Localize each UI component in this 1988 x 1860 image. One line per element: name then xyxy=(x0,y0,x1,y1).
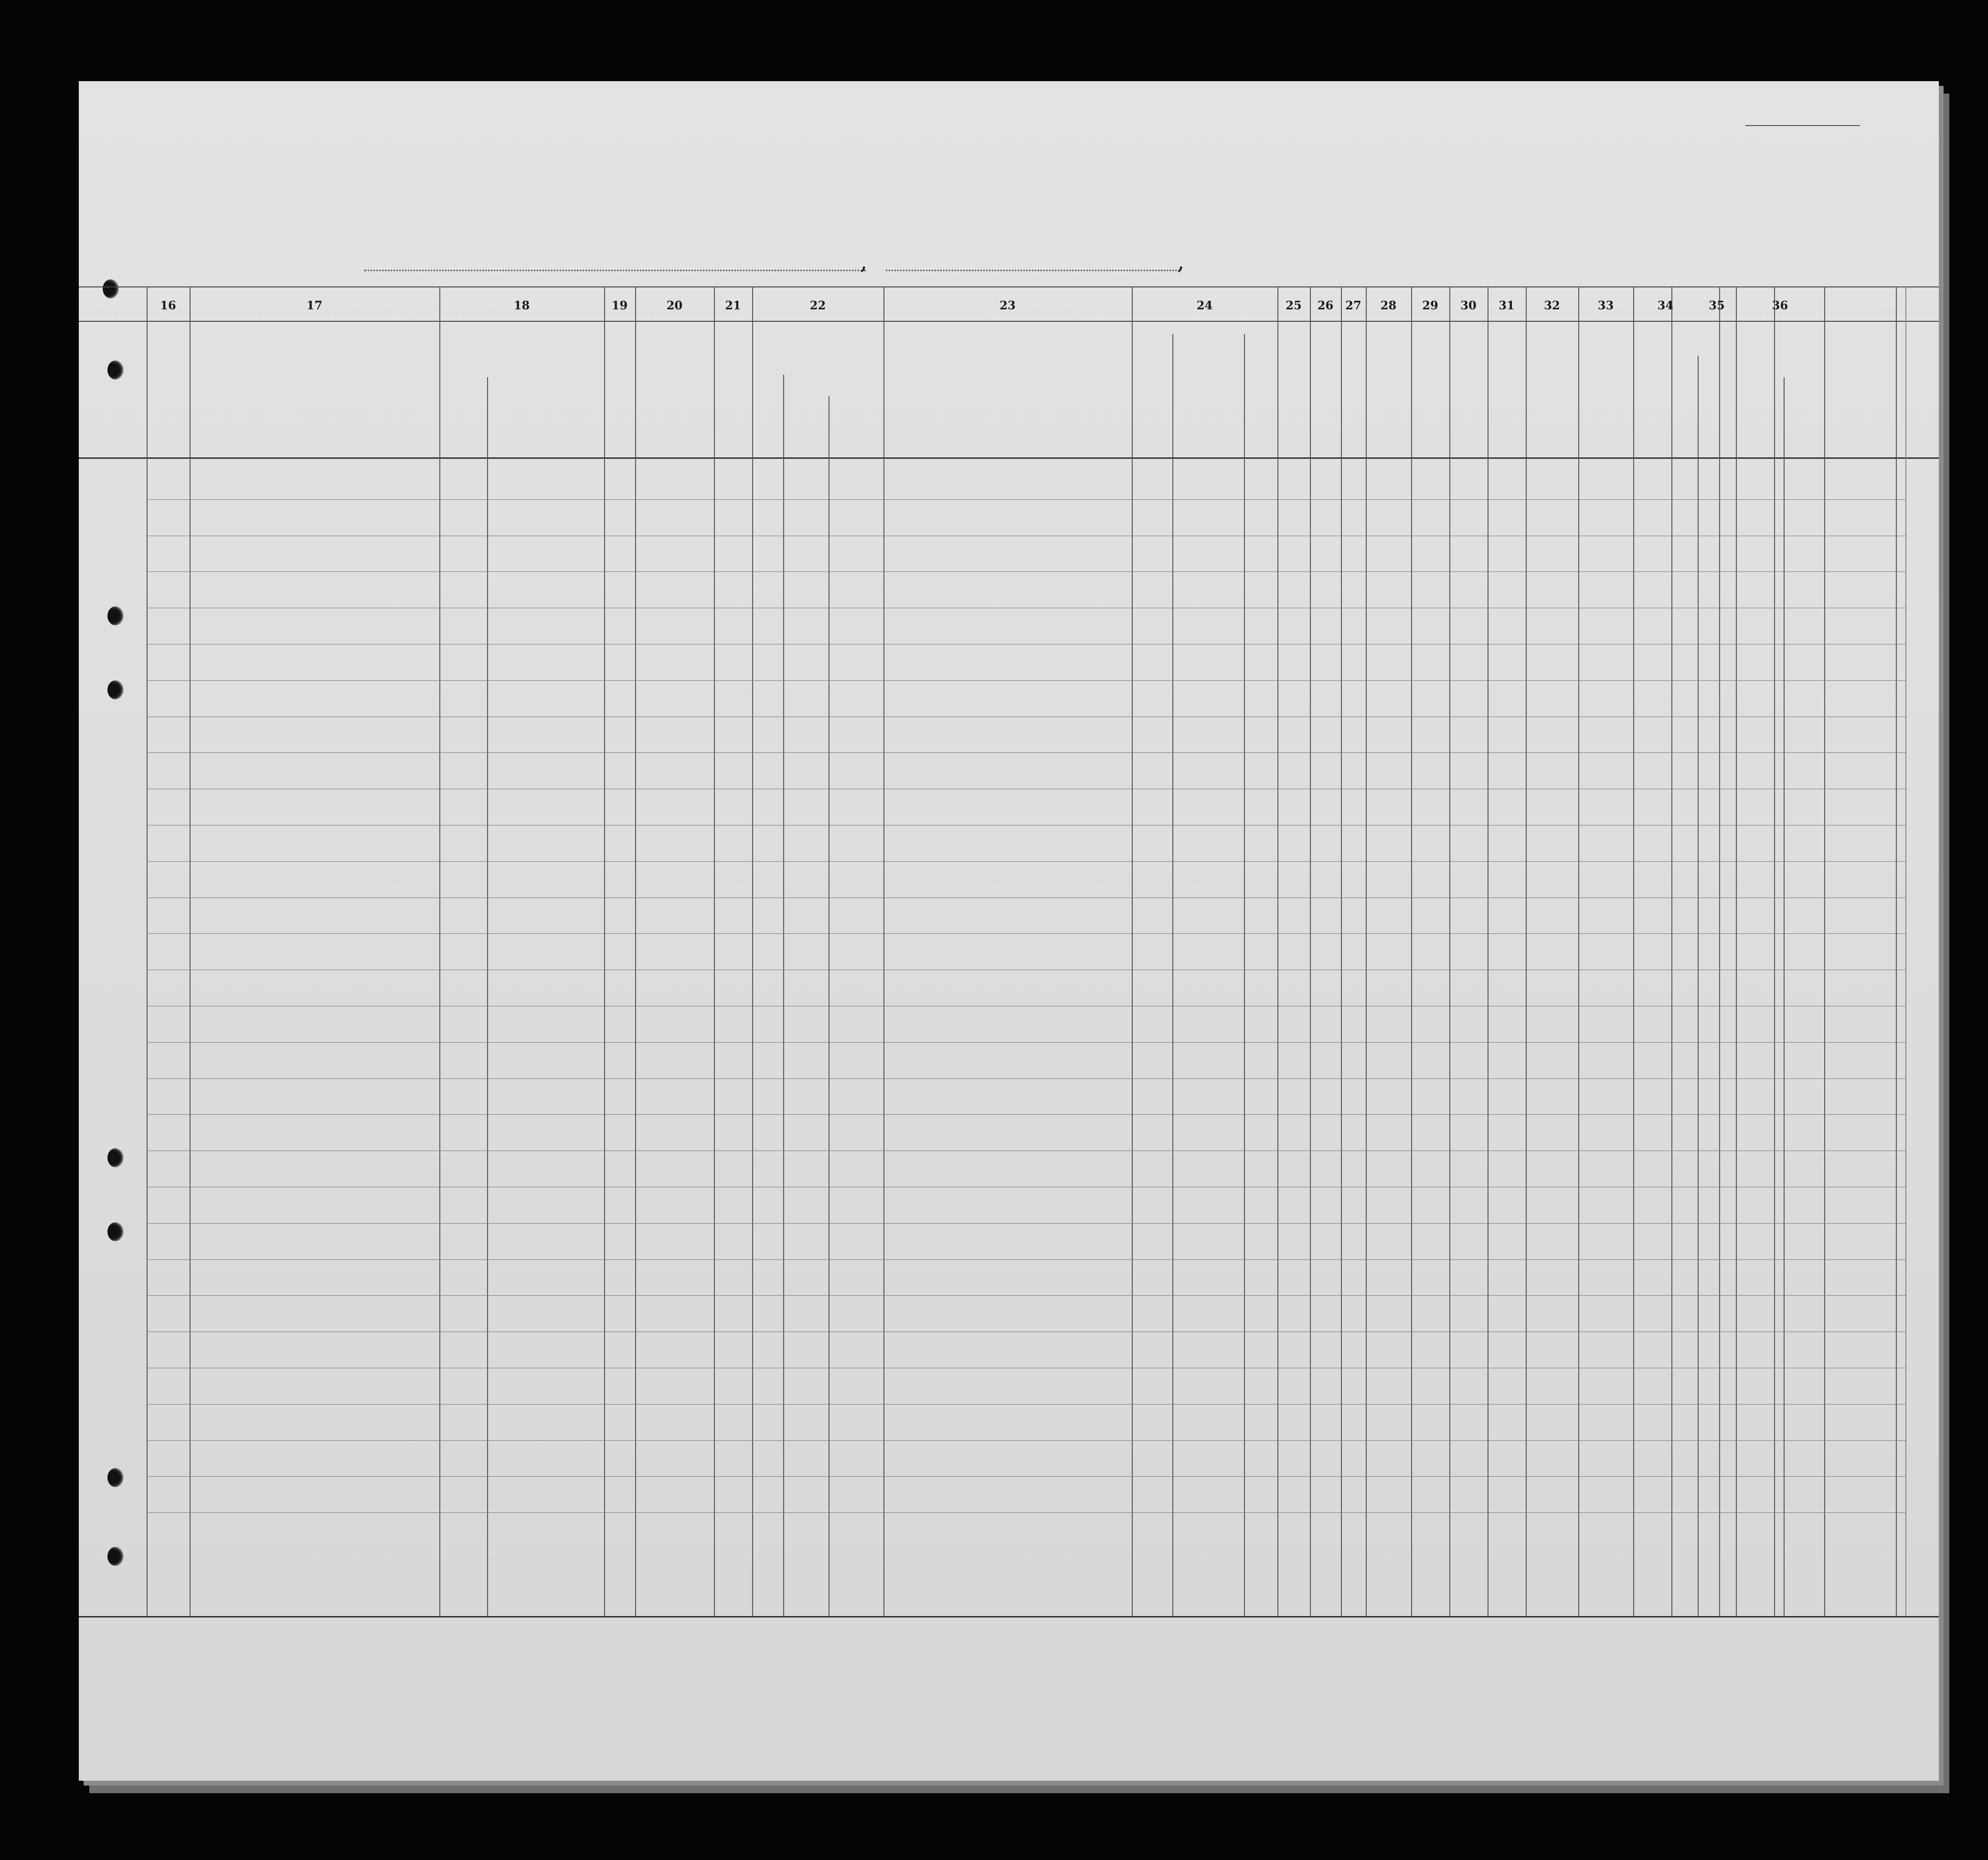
list-underline xyxy=(1745,125,1860,126)
column-divider xyxy=(883,286,884,1616)
column-number: 20 xyxy=(666,298,683,312)
column-number: 36 xyxy=(1772,298,1788,312)
punch-hole-icon xyxy=(107,1547,124,1566)
punch-hole-icon xyxy=(107,1148,124,1167)
row-divider xyxy=(147,1259,1905,1260)
column-divider xyxy=(1449,286,1450,1616)
row-divider xyxy=(147,1223,1905,1224)
punch-hole-icon xyxy=(107,360,124,380)
punch-hole-icon xyxy=(107,1468,124,1487)
punch-hole-icon xyxy=(107,680,124,699)
row-divider xyxy=(147,644,1905,645)
row-divider xyxy=(147,933,1905,934)
column-divider xyxy=(487,377,488,1616)
column-divider xyxy=(1671,286,1672,1616)
column-divider xyxy=(1824,286,1825,1616)
column-number: 21 xyxy=(725,298,741,312)
port-line xyxy=(364,270,866,271)
date-line xyxy=(886,270,1180,271)
comma: , xyxy=(1177,248,1185,275)
column-divider xyxy=(147,286,148,1616)
column-divider xyxy=(714,286,715,1616)
row-divider xyxy=(147,499,1905,500)
column-divider xyxy=(1132,286,1133,1616)
column-number: 34 xyxy=(1657,298,1674,312)
header-bottom-line xyxy=(79,457,1939,459)
column-divider xyxy=(1526,286,1527,1616)
column-divider xyxy=(1366,286,1367,1616)
column-divider xyxy=(1578,286,1579,1616)
column-divider xyxy=(1633,286,1634,1616)
column-divider xyxy=(1310,286,1311,1616)
column-divider xyxy=(752,286,753,1616)
column-number: 26 xyxy=(1317,298,1334,312)
column-number: 31 xyxy=(1499,298,1515,312)
punch-hole-icon xyxy=(107,606,124,625)
column-divider xyxy=(635,286,636,1616)
row-divider xyxy=(147,1114,1905,1115)
column-number: 27 xyxy=(1345,298,1361,312)
punch-hole-icon xyxy=(103,279,119,298)
column-divider xyxy=(1896,286,1897,1616)
column-number: 32 xyxy=(1544,298,1560,312)
row-divider xyxy=(147,680,1905,681)
comma: , xyxy=(860,248,868,275)
row-divider xyxy=(147,1042,1905,1043)
column-number: 29 xyxy=(1422,298,1438,312)
column-divider xyxy=(439,286,440,1616)
column-number: 19 xyxy=(611,298,628,312)
column-number: 22 xyxy=(809,298,826,312)
column-number: 23 xyxy=(999,298,1016,312)
column-divider xyxy=(1905,286,1906,1616)
row-divider xyxy=(147,1440,1905,1441)
column-number: 17 xyxy=(306,298,323,312)
column-divider xyxy=(1774,286,1775,1616)
column-number: 25 xyxy=(1286,298,1302,312)
column-divider xyxy=(1698,356,1699,1616)
column-divider xyxy=(604,286,605,1616)
column-number: 18 xyxy=(513,298,530,312)
row-divider xyxy=(147,861,1905,862)
column-divider xyxy=(1277,286,1278,1616)
row-divider xyxy=(147,1078,1905,1079)
row-divider xyxy=(147,571,1905,572)
column-divider xyxy=(1736,286,1737,1616)
column-number: 24 xyxy=(1196,298,1213,312)
row-divider xyxy=(147,1295,1905,1296)
column-divider xyxy=(1244,334,1245,1616)
column-number: 30 xyxy=(1460,298,1477,312)
column-divider xyxy=(783,375,784,1616)
column-divider xyxy=(1719,286,1720,1616)
row-divider xyxy=(147,1404,1905,1405)
header-number-line xyxy=(79,321,1939,322)
row-divider xyxy=(147,752,1905,753)
column-divider xyxy=(1784,377,1785,1616)
column-divider xyxy=(1411,286,1412,1616)
row-divider xyxy=(147,1476,1905,1477)
table-top-line xyxy=(79,286,1939,287)
column-divider xyxy=(190,286,191,1616)
column-divider xyxy=(1172,334,1173,1616)
column-number: 16 xyxy=(160,298,176,312)
column-number: 33 xyxy=(1597,298,1614,312)
column-number: 28 xyxy=(1380,298,1397,312)
row-divider xyxy=(147,1512,1905,1513)
column-number: 35 xyxy=(1709,298,1725,312)
column-divider xyxy=(1341,286,1342,1616)
table-bottom-line xyxy=(79,1616,1939,1617)
manifest-page xyxy=(79,81,1939,1781)
punch-hole-icon xyxy=(107,1222,124,1241)
